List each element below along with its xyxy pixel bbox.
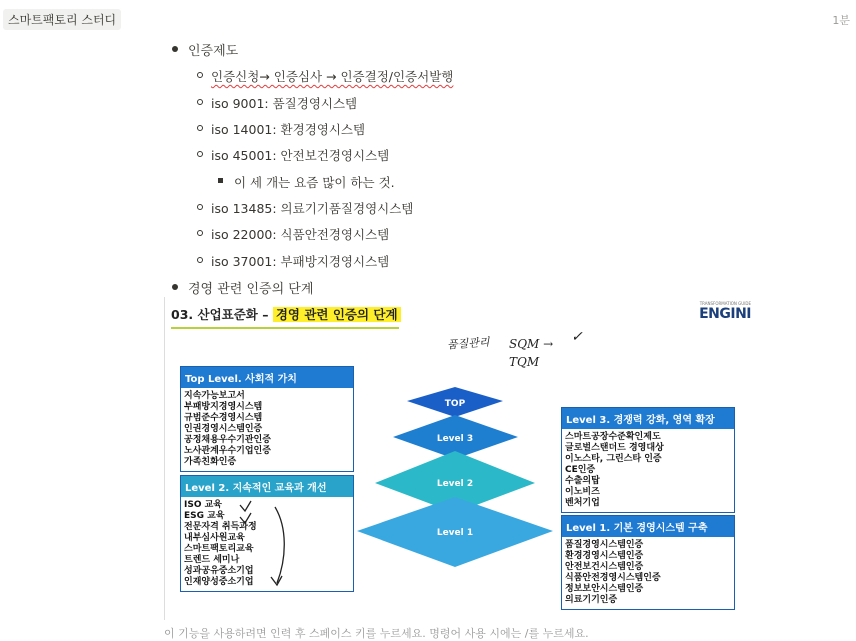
- list-item-text: 인증신청→ 인증심사 → 인증결정/인증서발행: [211, 69, 454, 84]
- slide-title-highlight: 경영 관련 인증의 단계: [273, 307, 401, 322]
- top-level-item: 규범준수경영시스템: [184, 413, 263, 423]
- breadcrumb[interactable]: 스마트팩토리 스터디: [3, 9, 121, 30]
- engini-logo: [699, 301, 751, 322]
- list-item-text: 이 세 개는 요즘 많이 하는 것.: [234, 175, 395, 190]
- list-item-text: iso 45001: 안전보건경영시스템: [211, 148, 390, 163]
- level3-item: 스마트공장수준확인제도: [565, 432, 661, 442]
- reading-time: 1분: [832, 14, 850, 27]
- level2-item: 전문자격 취득과정: [184, 522, 257, 532]
- list-item-text: 경영 관련 인증의 단계: [188, 282, 314, 297]
- bullet-circle-icon: [197, 230, 203, 236]
- level2-item: 트렌드 세미나: [184, 555, 240, 565]
- level1-item: 품질경영시스템인증: [565, 540, 644, 550]
- bullet-circle-icon: [197, 151, 203, 157]
- level2-header: Level 2. 지속적인 교육과 개선: [181, 476, 353, 497]
- level1-item: 환경경영시스템인증: [565, 551, 644, 561]
- level3-box: [561, 407, 735, 513]
- embedded-slide-image[interactable]: [164, 297, 757, 620]
- list-item-text: iso 9001: 품질경영시스템: [211, 96, 358, 111]
- top-level-header: Top Level. 사회적 가치: [181, 367, 353, 388]
- bullet-circle-icon: [197, 204, 203, 210]
- top-level-item: 인권경영시스템인증: [184, 424, 263, 434]
- top-level-box: [180, 366, 354, 472]
- level2-item: 스마트팩토리교육: [184, 544, 254, 554]
- level3-item: 이노스타, 그린스타 인증: [565, 454, 662, 464]
- top-level-item: 가족친화인증: [184, 457, 237, 467]
- bullet-square-icon: [218, 178, 223, 183]
- editor-placeholder-text[interactable]: 이 기능을 사용하려면 인력 후 스페이스 키를 누르세요. 명령어 사용 시에는 /를 누르세요.: [164, 627, 589, 640]
- bullet-dot-icon: [172, 46, 178, 52]
- level2-item: ISO 교육: [184, 500, 223, 510]
- pyramid-label-top: TOP: [444, 399, 466, 409]
- handwritten-sqm: SQM →: [509, 337, 554, 351]
- pyramid-label-level3: Level 3: [436, 434, 474, 444]
- bullet-circle-icon: [197, 125, 203, 131]
- level3-item: 벤처기업: [565, 498, 600, 508]
- list-item-text: iso 13485: 의료기기품질경영시스템: [211, 201, 414, 216]
- bullet-circle-icon: [197, 72, 203, 78]
- level2-item: ESG 교육: [184, 511, 225, 521]
- bullet-circle-icon: [197, 99, 203, 105]
- list-item-text: 인증제도: [188, 44, 239, 59]
- bullet-circle-icon: [197, 257, 203, 263]
- slide-title-prefix: 03. 산업표준화 –: [171, 307, 269, 322]
- top-level-item: 지속가능보고서: [184, 391, 245, 401]
- level1-item: 정보보안시스템인증: [565, 584, 644, 594]
- logo-text: ENGINI: [699, 306, 751, 322]
- title-underline: [171, 327, 399, 329]
- handwritten-check-icon: ✓: [571, 329, 583, 345]
- level1-item: 의료기기인증: [565, 595, 618, 605]
- logo-tagline: TRANSFORMATION GUIDE: [699, 301, 751, 306]
- list-item-text: iso 14001: 환경경영시스템: [211, 122, 366, 137]
- pyramid-label-level1: Level 1: [436, 528, 474, 538]
- handwritten-tqm: TQM: [509, 355, 540, 369]
- slide-title: [171, 305, 401, 323]
- level2-item: 인재양성중소기업: [184, 577, 254, 587]
- handwritten-quality: 품질관리: [446, 335, 490, 352]
- top-bar: [0, 0, 856, 38]
- level1-item: 식품안전경영시스템인증: [565, 573, 661, 583]
- level2-item: 내부심사원교육: [184, 533, 245, 543]
- top-level-item: 공정채용우수기관인증: [184, 435, 271, 445]
- handwritten-arrow-icon: [235, 497, 295, 597]
- list-item-text: iso 37001: 부패방지경영시스템: [211, 254, 390, 269]
- top-level-item: 노사관계우수기업인증: [184, 446, 271, 456]
- level2-item: 성과공유중소기업: [184, 566, 254, 576]
- level3-item: 이노비즈: [565, 487, 600, 497]
- level1-header: Level 1. 기본 경영시스템 구축: [562, 516, 734, 537]
- bullet-dot-icon: [172, 284, 178, 290]
- level3-item: 글로벌스탠더드 경영대상: [565, 443, 664, 453]
- level3-item: 수출의탑: [565, 476, 600, 486]
- list-item-text: iso 22000: 식품안전경영시스템: [211, 227, 390, 242]
- pyramid-label-level2: Level 2: [436, 479, 474, 489]
- level1-item: 안전보건시스템인증: [565, 562, 644, 572]
- top-level-item: 부패방지경영시스템: [184, 402, 263, 412]
- level1-box: [561, 515, 735, 610]
- level3-item: CE인증: [565, 465, 596, 475]
- level3-header: Level 3. 경쟁력 강화, 영역 확장: [562, 408, 734, 429]
